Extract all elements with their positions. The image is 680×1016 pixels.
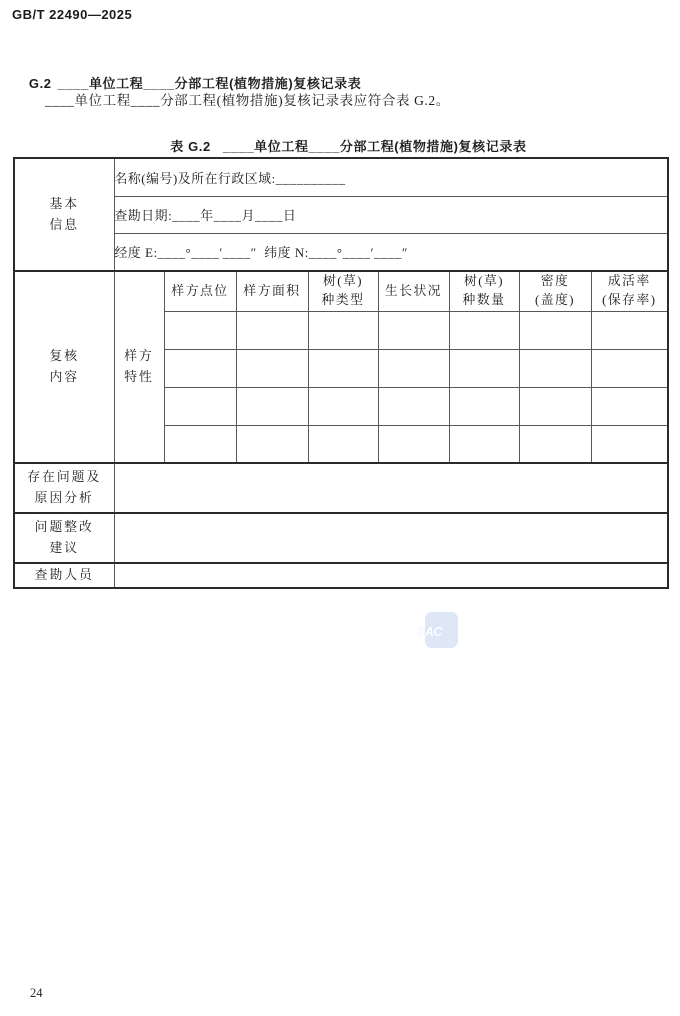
sample-data-cell — [378, 311, 449, 349]
sample-data-cell — [378, 425, 449, 463]
name-region-cell: 名称(编号)及所在行政区域:__________ — [114, 158, 668, 196]
sample-data-cell — [236, 349, 308, 387]
basic-info-label-line1: 基本 — [49, 196, 80, 211]
column-header-sample-plot-area: 样方面积 — [236, 271, 308, 311]
sample-data-cell — [591, 349, 668, 387]
sample-data-cell — [519, 425, 591, 463]
sample-data-cell — [236, 387, 308, 425]
surveyor-row — [14, 563, 668, 588]
sample-data-cell — [591, 311, 668, 349]
section-number: G.2 — [28, 76, 52, 91]
review-header-row — [14, 271, 668, 311]
basic-info-label-line2: 信息 — [49, 217, 80, 232]
sample-plot-characteristics-label — [114, 271, 164, 463]
rectification-label-line1: 问题整改 — [34, 520, 94, 534]
sample-data-cell — [308, 311, 378, 349]
coordinates-cell: 经度 E:____°____′____″ 纬度 N:____°____′____″ — [114, 233, 668, 271]
sample-data-cell — [449, 349, 519, 387]
sample-data-cell — [308, 425, 378, 463]
problems-row — [14, 463, 668, 513]
page-number: 24 — [30, 986, 43, 1000]
column-header-density-coverage: 密度 (盖度) — [519, 271, 591, 311]
sample-data-cell — [164, 349, 236, 387]
sample-data-cell — [449, 425, 519, 463]
sample-data-cell — [308, 349, 378, 387]
standard-number: GB/T 22490—2025 — [12, 7, 133, 22]
sample-data-cell — [378, 349, 449, 387]
sample-data-cell — [519, 349, 591, 387]
sample-data-cell — [164, 425, 236, 463]
body-paragraph: ____单位工程____分部工程(植物措施)复核记录表应符合表 G.2。 — [45, 93, 450, 108]
sample-data-cell — [449, 387, 519, 425]
sample-data-cell — [519, 311, 591, 349]
problems-content-cell — [114, 463, 668, 513]
surveyor-label: 查勘人员 — [14, 563, 114, 588]
column-header-sample-point-location: 样方点位 — [164, 271, 236, 311]
sample-plot-label-line1: 样方 — [124, 349, 154, 363]
column-header-growth-status: 生长状况 — [378, 271, 449, 311]
review-content-label-line2: 内容 — [49, 370, 80, 384]
basic-info-label — [14, 158, 114, 271]
section-title: ____单位工程____分部工程(植物措施)复核记录表 — [57, 76, 362, 91]
sample-data-cell — [236, 425, 308, 463]
sample-data-cell — [449, 311, 519, 349]
sample-data-cell — [591, 425, 668, 463]
review-record-form-table — [13, 157, 669, 589]
rectification-label-line2: 建议 — [49, 541, 80, 555]
survey-date-cell: 查勘日期:____年____月____日 — [114, 196, 668, 233]
rectification-row — [14, 513, 668, 563]
sample-data-cell — [591, 387, 668, 425]
problems-label-line1: 存在问题及 — [27, 470, 102, 484]
sample-data-cell — [519, 387, 591, 425]
column-header-tree-grass-species-count: 树(草) 种数量 — [449, 271, 519, 311]
rectification-content-cell — [114, 513, 668, 563]
sample-data-cell — [236, 311, 308, 349]
rectification-label — [14, 513, 114, 563]
column-header-survival-rate: 成活率 (保存率) — [591, 271, 668, 311]
review-content-label-line1: 复核 — [49, 349, 80, 363]
sample-data-cell — [164, 387, 236, 425]
column-header-tree-grass-species-type: 树(草) 种类型 — [308, 271, 378, 311]
surveyor-content-cell — [114, 563, 668, 588]
sample-data-cell — [164, 311, 236, 349]
sac-watermark-text: SAC — [417, 624, 442, 639]
table-caption-title: ____单位工程____分部工程(植物措施)复核记录表 — [222, 139, 527, 154]
problems-label — [14, 463, 114, 513]
sample-plot-label-line2: 特性 — [124, 370, 154, 384]
sample-data-cell — [308, 387, 378, 425]
sac-watermark-logo — [417, 612, 458, 648]
table-caption-label: 表 G.2 — [170, 139, 211, 154]
basic-info-row-1 — [14, 158, 668, 196]
problems-label-line2: 原因分析 — [34, 491, 94, 505]
review-content-label — [14, 271, 114, 463]
sample-data-cell — [378, 387, 449, 425]
